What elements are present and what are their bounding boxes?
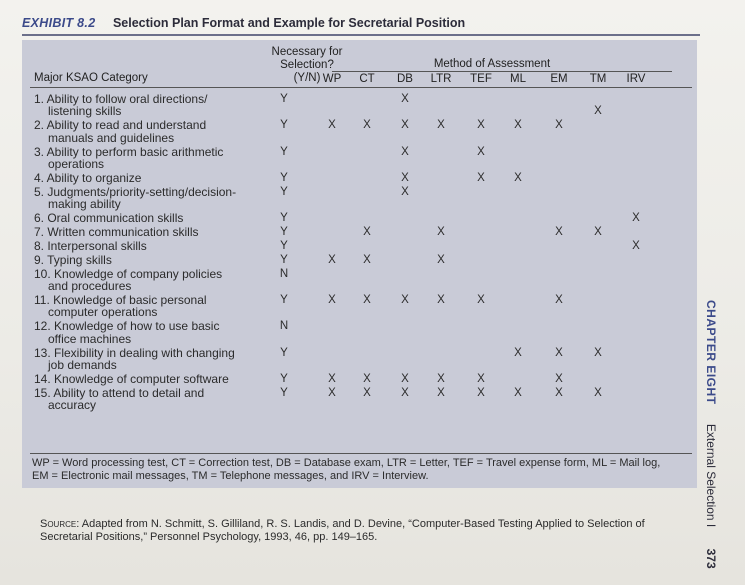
method-header-tm: TM — [589, 73, 607, 85]
exhibit-title: Selection Plan Format and Example for Secretarial Position — [112, 16, 466, 30]
assessment-mark-db: X — [401, 294, 409, 306]
necessary-header-line-3: (Y/N) — [293, 72, 321, 84]
ksao-label-continued: listening skills — [48, 104, 122, 119]
assessment-mark-tef: X — [477, 145, 485, 158]
assessment-mark-em: X — [555, 346, 563, 359]
method-header-em: EM — [550, 73, 568, 85]
assessment-mark-ct: X — [363, 253, 371, 266]
page-number: 373 — [704, 548, 718, 569]
ksao-label: 3. Ability to perform basic arithmetic — [34, 144, 224, 159]
assessment-mark-ltr: X — [437, 372, 445, 385]
assessment-mark-ml: X — [514, 119, 522, 132]
necessary-value: Y — [280, 145, 288, 158]
method-of-assessment-header: Method of Assessment — [433, 58, 551, 70]
assessment-mark-wp: X — [328, 372, 336, 385]
method-header-ct: CT — [359, 73, 375, 85]
table-bottom-rule — [30, 453, 692, 454]
assessment-mark-em: X — [555, 372, 563, 385]
assessment-mark-tef: X — [477, 386, 485, 399]
assessment-mark-tef: X — [477, 171, 485, 184]
header-bottom-rule — [30, 87, 692, 88]
necessary-header-line-1: Necessary for — [271, 46, 343, 58]
assessment-mark-tm: X — [594, 346, 602, 359]
assessment-mark-db: X — [401, 386, 409, 399]
assessment-mark-db: X — [401, 372, 409, 385]
source-line-1 — [40, 518, 645, 531]
ksao-label-continued: manuals and guidelines — [48, 130, 175, 145]
necessary-value: Y — [280, 346, 288, 359]
selection-plan-table — [22, 40, 697, 488]
assessment-mark-ct: X — [363, 386, 371, 399]
assessment-mark-wp: X — [328, 253, 336, 266]
assessment-mark-ltr: X — [437, 253, 445, 266]
assessment-mark-db: X — [401, 171, 409, 184]
ksao-label: 14. Knowledge of computer software — [34, 371, 229, 386]
necessary-value: Y — [280, 226, 288, 238]
method-header-irv: IRV — [626, 73, 646, 85]
ksao-label: 4. Ability to organize — [34, 170, 142, 185]
ksao-label: 2. Ability to read and understand — [34, 118, 207, 133]
legend-line-1: WP = Word processing test, CT = Correction test, DB = Database exam, LTR = Letter, TEF = Travel expense form, ML = Mail log, — [32, 457, 661, 469]
ksao-label: 12. Knowledge of how to use basic — [34, 319, 220, 334]
necessary-value: Y — [280, 185, 288, 198]
exhibit-header — [22, 16, 465, 30]
method-header-ltr: LTR — [430, 73, 452, 85]
source-label: Source: — [40, 518, 80, 530]
assessment-mark-wp: X — [328, 386, 336, 399]
assessment-mark-ml: X — [514, 386, 522, 399]
necessary-value: N — [279, 320, 289, 333]
assessment-mark-tef: X — [477, 119, 485, 132]
necessary-header-line-2: Selection? — [280, 59, 334, 71]
necessary-value: Y — [280, 119, 288, 132]
assessment-mark-ltr: X — [437, 119, 445, 132]
necessary-value: Y — [280, 253, 288, 266]
ksao-label: 6. Oral communication skills — [34, 211, 184, 226]
ksao-label-continued: and procedures — [48, 279, 132, 294]
ksao-label-continued: operations — [48, 157, 105, 171]
chapter-label: CHAPTER EIGHT — [704, 300, 718, 405]
side-margin-running-head — [704, 300, 718, 569]
necessary-value: Y — [280, 239, 288, 252]
assessment-mark-tef: X — [477, 372, 485, 385]
necessary-value: Y — [280, 212, 288, 225]
method-header-tef: TEF — [470, 73, 492, 85]
necessary-value: Y — [280, 171, 288, 184]
assessment-mark-em: X — [555, 226, 563, 238]
necessary-value: Y — [280, 294, 288, 306]
ksao-label: 15. Ability to attend to detail and — [34, 385, 205, 400]
assessment-mark-db: X — [401, 93, 409, 105]
method-header-ml: ML — [510, 73, 526, 85]
ksao-label-continued: job demands — [48, 358, 117, 372]
assessment-mark-irv: X — [632, 239, 640, 252]
ksao-label-continued: computer operations — [48, 305, 158, 320]
necessary-value: Y — [280, 372, 288, 385]
exhibit-label: EXHIBIT 8.2 — [22, 16, 96, 30]
assessment-mark-ct: X — [363, 372, 371, 385]
source-text-1: Adapted from N. Schmitt, S. Gilliland, R. S. Landis, and D. Devine, “Computer-Based Testing Applied to Selection of — [81, 518, 645, 530]
source-text-2: Secretarial Positions,” Personnel Psychology, 1993, 46, pp. 149–165. — [40, 531, 378, 543]
ksao-label: 1. Ability to follow oral directions/ — [34, 92, 208, 106]
method-header-db: DB — [397, 73, 413, 85]
source-citation — [40, 518, 645, 544]
assessment-mark-ltr: X — [437, 386, 445, 399]
assessment-mark-em: X — [555, 119, 563, 132]
assessment-mark-wp: X — [328, 119, 336, 132]
assessment-mark-ltr: X — [437, 294, 445, 306]
necessary-value: Y — [280, 386, 288, 399]
assessment-mark-em: X — [555, 294, 563, 306]
assessment-mark-db: X — [401, 145, 409, 158]
assessment-mark-ml: X — [514, 171, 522, 184]
category-header: Major KSAO Category — [34, 72, 148, 84]
ksao-label: 11. Knowledge of basic personal — [34, 293, 207, 307]
assessment-mark-em: X — [555, 386, 563, 399]
necessary-value: Y — [280, 93, 288, 105]
assessment-mark-ct: X — [363, 119, 371, 132]
assessment-mark-tm: X — [594, 105, 602, 118]
ksao-label: 7. Written communication skills — [34, 225, 199, 239]
assessment-mark-tm: X — [594, 226, 602, 238]
assessment-mark-wp: X — [328, 294, 336, 306]
method-header-rule — [332, 71, 672, 72]
section-label: External Selection I — [704, 423, 718, 528]
assessment-mark-ct: X — [363, 226, 371, 238]
necessary-value: N — [279, 267, 289, 280]
ksao-label: 13. Flexibility in dealing with changing — [34, 345, 235, 360]
method-header-wp: WP — [322, 73, 342, 85]
assessment-mark-ct: X — [363, 294, 371, 306]
ksao-label: 8. Interpersonal skills — [34, 238, 147, 253]
ksao-label-continued: office machines — [48, 331, 132, 346]
header-rule — [22, 34, 700, 36]
ksao-label-continued: accuracy — [48, 398, 97, 413]
ksao-label: 9. Typing skills — [34, 252, 112, 267]
assessment-mark-db: X — [401, 119, 409, 132]
assessment-mark-tm: X — [594, 386, 602, 399]
assessment-mark-tef: X — [477, 294, 485, 306]
ksao-label: 10. Knowledge of company policies — [34, 266, 223, 281]
assessment-mark-ml: X — [514, 346, 522, 359]
ksao-label-continued: making ability — [48, 197, 121, 212]
ksao-label: 5. Judgments/priority-setting/decision- — [34, 184, 237, 199]
legend-line-2: EM = Electronic mail messages, TM = Telephone messages, and IRV = Interview. — [32, 470, 429, 482]
assessment-mark-irv: X — [632, 212, 640, 225]
assessment-mark-ltr: X — [437, 226, 445, 238]
assessment-mark-db: X — [401, 185, 409, 198]
